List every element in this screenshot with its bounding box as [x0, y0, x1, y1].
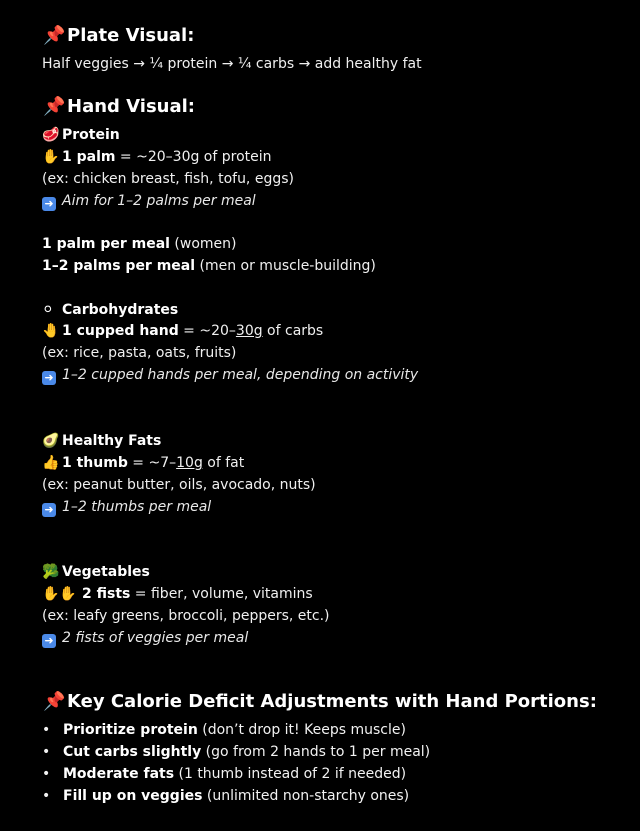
two-hands-icon: ✋✋ [42, 586, 77, 602]
carbs-rule: 🤚 1 cupped hand = ~20–30g of carbs [42, 323, 324, 339]
raised-hand-icon: ✋ [42, 149, 60, 165]
protein-examples: (ex: chicken breast, fish, tofu, eggs) [42, 171, 294, 187]
rice-icon: ⚪ [42, 302, 54, 318]
arrow-right-icon: ➜ [42, 634, 56, 648]
pin-icon: 📌 [43, 691, 66, 712]
bullet-icon: • [42, 722, 51, 738]
list-item: • Cut carbs slightly (go from 2 hands to 1 per meal) [42, 744, 431, 760]
avocado-icon: 🥑 [42, 433, 60, 449]
plate-visual-text: Half veggies → ¼ protein → ¼ carbs → add healthy fat [42, 56, 422, 72]
meat-icon: 🥩 [42, 127, 60, 143]
thumbs-up-icon: 👍 [42, 455, 60, 471]
carbs-examples: (ex: rice, pasta, oats, fruits) [42, 345, 237, 361]
deficit-heading: 📌Key Calorie Deficit Adjustments with Hand Portions: [43, 691, 597, 712]
protein-men-line: 1–2 palms per meal (men or muscle-building) [42, 258, 376, 274]
bullet-icon: • [42, 788, 51, 804]
pin-icon: 📌 [43, 25, 66, 46]
cupped-hand-icon: 🤚 [42, 323, 60, 339]
arrow-right-icon: ➜ [42, 197, 56, 211]
list-item: • Fill up on veggies (unlimited non-starchy ones) [42, 788, 410, 804]
protein-women-line: 1 palm per meal (women) [42, 236, 237, 252]
hand-visual-heading: 📌Hand Visual: [43, 96, 196, 117]
protein-heading: 🥩 Protein [42, 127, 120, 143]
protein-tip: ➜ Aim for 1–2 palms per meal [42, 192, 256, 211]
fats-rule: 👍 1 thumb = ~7–10g of fat [42, 455, 245, 471]
arrow-right-icon: ➜ [42, 371, 56, 385]
veg-heading: 🥦 Vegetables [42, 564, 150, 580]
list-item: • Prioritize protein (don’t drop it! Keeps muscle) [42, 722, 406, 738]
fats-tip: ➜ 1–2 thumbs per meal [42, 498, 211, 517]
bullet-icon: • [42, 744, 51, 760]
veg-rule: ✋✋ 2 fists = fiber, volume, vitamins [42, 586, 313, 602]
bullet-icon: • [42, 766, 51, 782]
carbs-tip: ➜ 1–2 cupped hands per meal, depending on activity [42, 366, 418, 385]
pin-icon: 📌 [43, 96, 66, 117]
veg-tip: ➜ 2 fists of veggies per meal [42, 629, 248, 648]
fats-heading: 🥑 Healthy Fats [42, 433, 162, 449]
broccoli-icon: 🥦 [42, 564, 60, 580]
list-item: • Moderate fats (1 thumb instead of 2 if needed) [42, 766, 407, 782]
veg-examples: (ex: leafy greens, broccoli, peppers, etc.) [42, 608, 330, 624]
arrow-right-icon: ➜ [42, 503, 56, 517]
fats-examples: (ex: peanut butter, oils, avocado, nuts) [42, 477, 316, 493]
plate-visual-heading: 📌Plate Visual: [43, 25, 195, 46]
carbs-heading: ⚪ Carbohydrates [42, 302, 179, 318]
protein-rule: ✋ 1 palm = ~20–30g of protein [42, 149, 272, 165]
